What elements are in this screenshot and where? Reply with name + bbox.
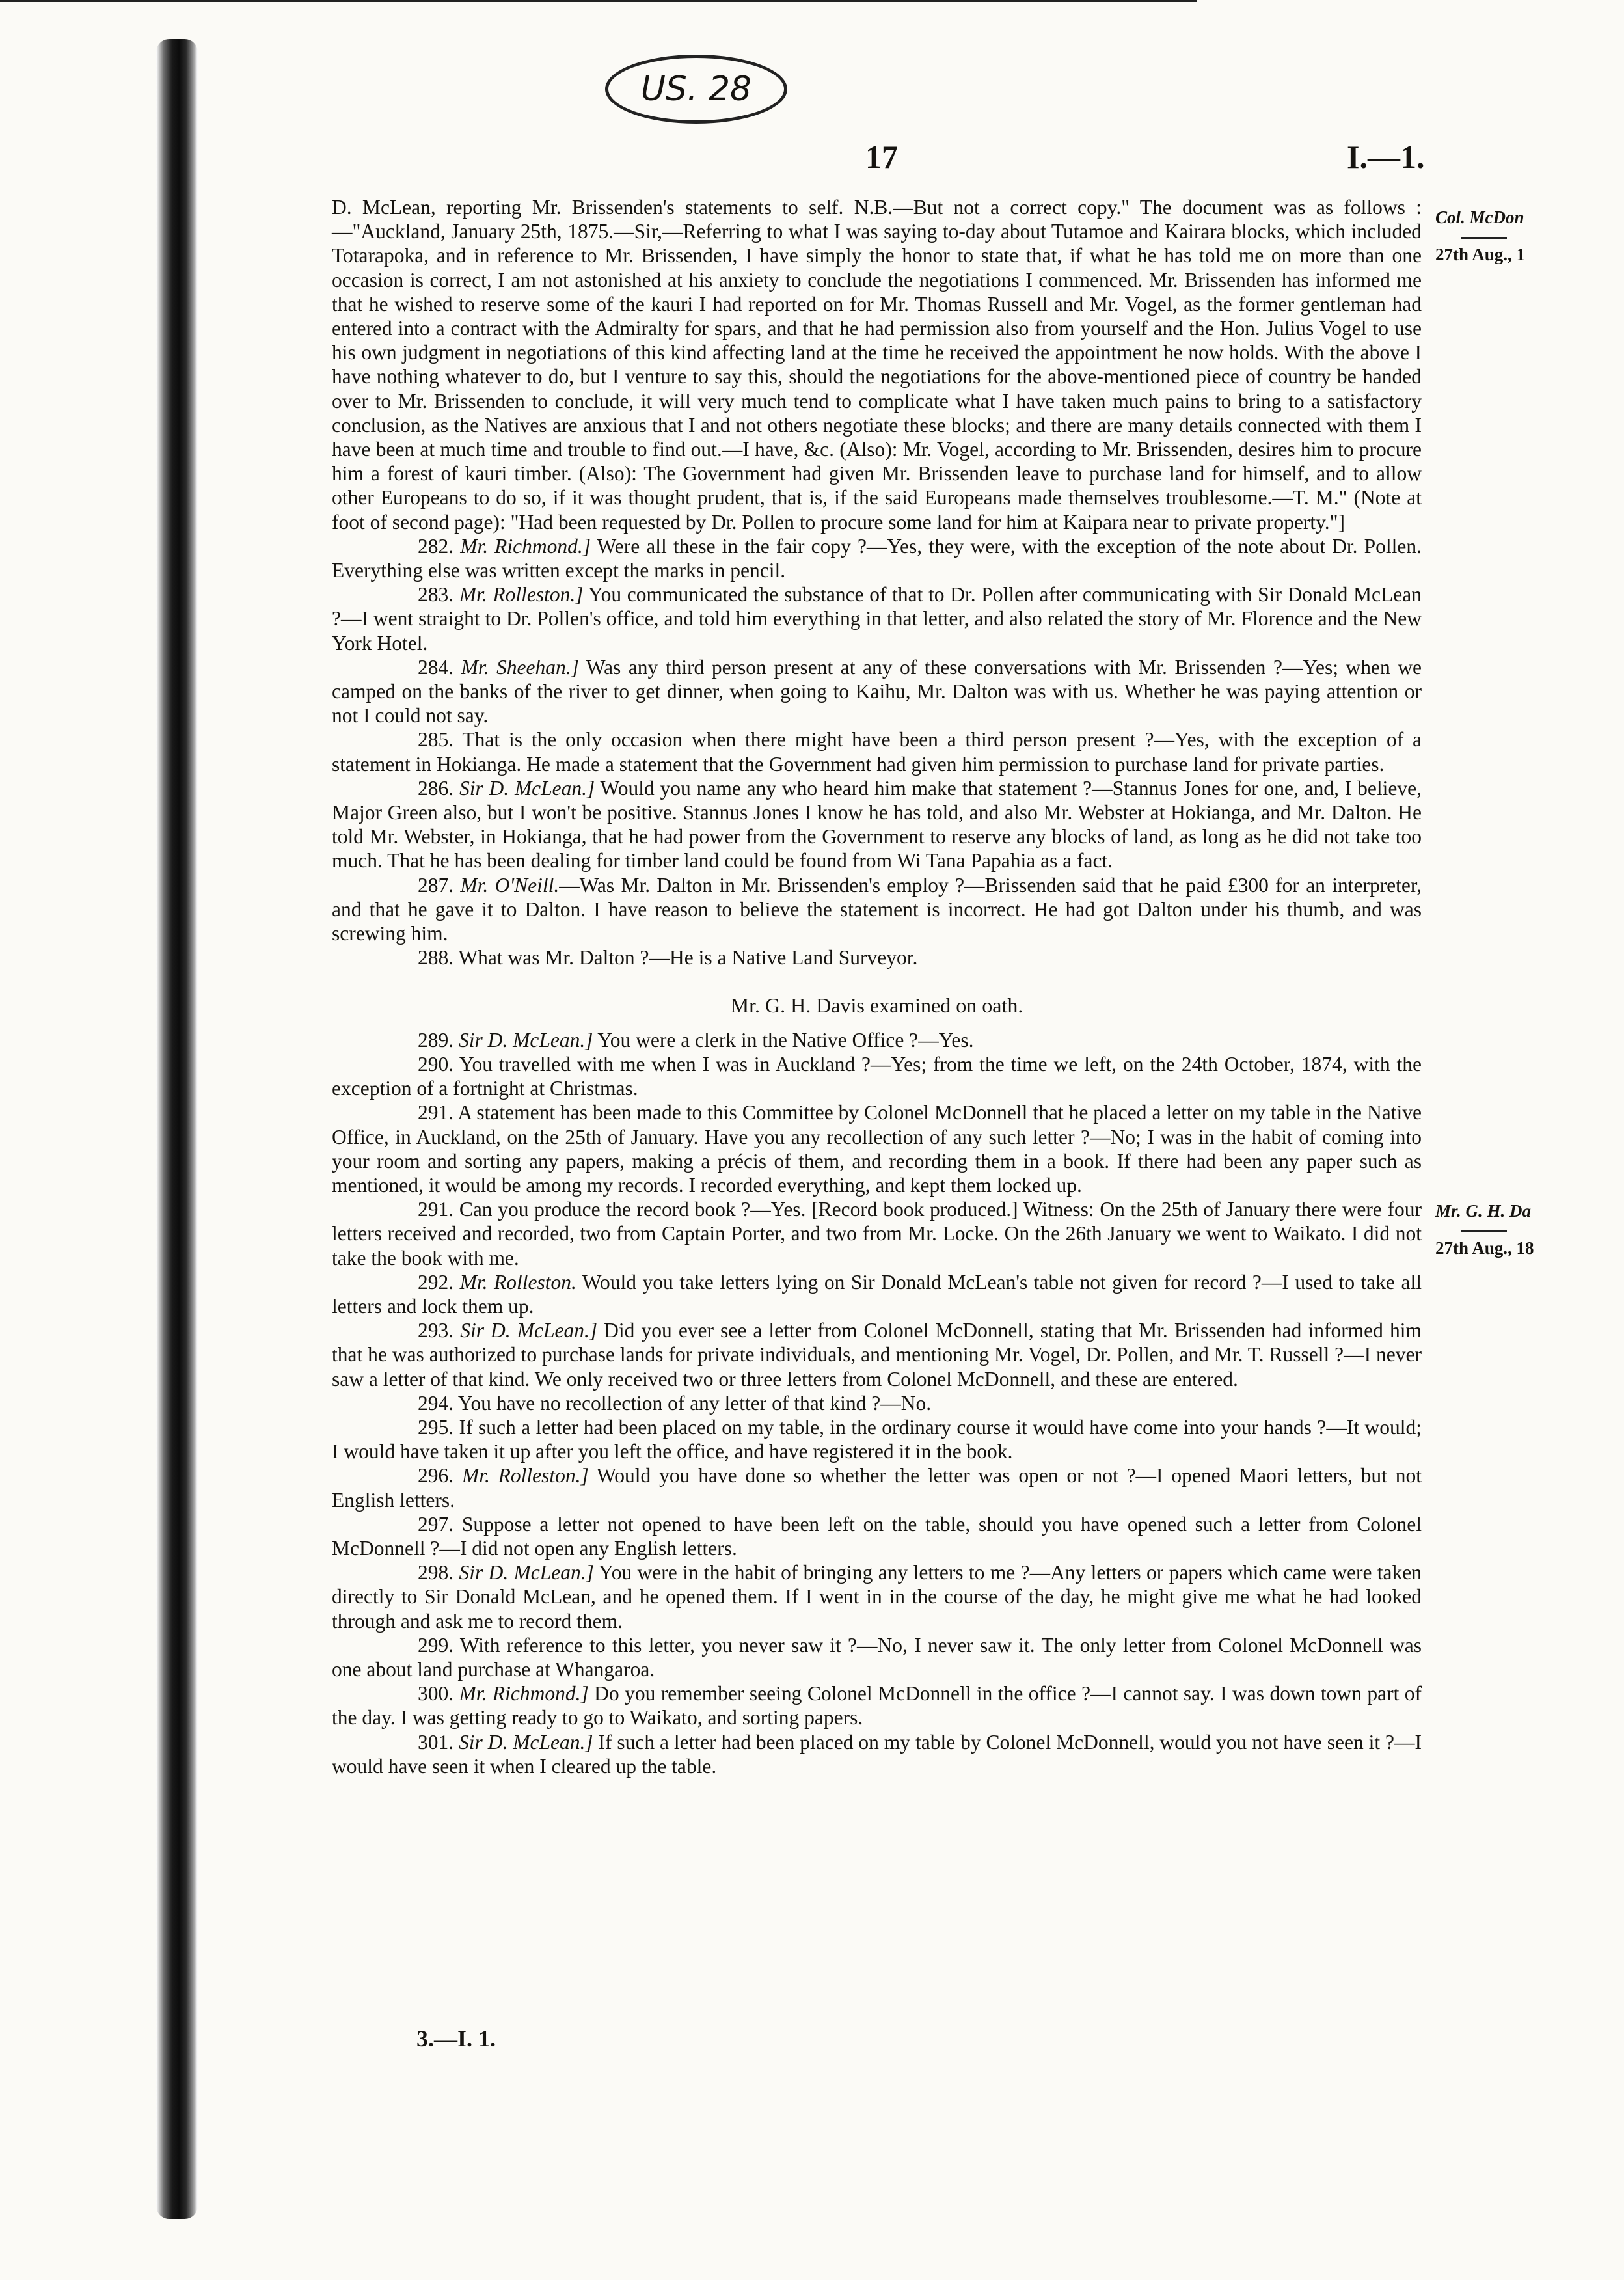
question-paragraph: [332, 582, 1422, 655]
testimony-text: Would you name any who heard him make that statement ?—Stannus Jones for one, and, I believe, Major Green also, but I won't be positive. Stannus Jones I know he has told, and also Mr. Webster at Hokianga, and Mr. Dalton. He told Mr. Webster, in Hokianga, that he had power from the Government to reserve any blocks of land, as long as he did not take too much. That he has been dealing for timber land could be found from Wi Tana Papahia as a fact.: [332, 776, 1422, 873]
question-paragraph: [332, 1560, 1422, 1633]
question-paragraph: [332, 776, 1422, 873]
question-paragraph: [332, 945, 1422, 970]
speaker-name: Mr. O'Neill.: [460, 873, 560, 897]
testimony-section-2: [332, 1028, 1422, 1778]
speaker-name: Sir D. McLean.]: [460, 1319, 598, 1342]
question-number: 300.: [418, 1682, 454, 1705]
testimony-text: With reference to this letter, you never saw it ?—No, I never saw it. The only letter from Colonel McDonnell was one about land purchase at Whangaroa.: [332, 1633, 1422, 1681]
margin-note-date: 27th Aug., 1: [1435, 245, 1526, 264]
testimony-text: Do you remember seeing Colonel McDonnell in the office ?—I cannot say. I was down town part of the day. I was getting ready to go to Waikato, and sorting papers.: [332, 1682, 1422, 1730]
question-number: 285.: [418, 728, 454, 752]
speaker-name: Sir D. McLean.]: [459, 776, 595, 800]
page-reference: I.—1.: [1347, 139, 1425, 175]
testimony-text: Did you ever see a letter from Colonel McDonnell, stating that Mr. Brissenden had informed him that he was authorized to purchase lands for private individuals, and mentioning Mr. Vogel, Dr. Pollen, and Mr. T. Russell ?—I never saw a letter of that kind. We only received two or three letters from Colonel McDonnell, and these are entered.: [332, 1319, 1422, 1391]
testimony-text: Would you have done so whether the letter was open or not ?—I opened Maori letters, but not English letters.: [332, 1464, 1422, 1512]
question-number: 297.: [418, 1512, 454, 1536]
speaker-name: Mr. Richmond.]: [459, 1682, 589, 1705]
margin-note-name: Col. McDon: [1435, 208, 1524, 227]
question-number: 298.: [418, 1561, 454, 1584]
testimony-text: You have no recollection of any letter of that kind ?—No.: [457, 1391, 932, 1415]
testimony-text: Was any third person present at any of these conversations with Mr. Brissenden ?—Yes; when we camped on the banks of the river to get dinner, when going to Kaihu, Mr. Dalton was with us. Whether he was paying attention or not I could not say.: [332, 655, 1422, 727]
question-paragraph: [332, 1730, 1422, 1778]
question-number: 294.: [418, 1391, 454, 1415]
question-paragraph: [332, 727, 1422, 776]
speaker-name: Mr. Rolleston.]: [459, 583, 584, 606]
testimony-text: If such a letter had been placed on my table by Colonel McDonnell, would you not have seen it ?—I would have seen it when I cleared up the table.: [332, 1730, 1422, 1778]
testimony-text: —Was Mr. Dalton in Mr. Brissenden's employ ?—Brissenden said that he paid £300 for an interpreter, and that he gave it to Dalton. I have reason to believe the statement is incorrect. He had got Dalton under his thumb, and was screwing him.: [332, 873, 1422, 945]
margin-note-name: Mr. G. H. Da: [1435, 1201, 1532, 1221]
speaker-name: Sir D. McLean.]: [459, 1730, 593, 1754]
document-body: [332, 195, 1422, 1778]
testimony-text: What was Mr. Dalton ?—He is a Native Land Surveyor.: [458, 946, 918, 970]
testimony-text: Would you take letters lying on Sir Donald McLean's table not given for record ?—I used to take all letters and lock them up.: [332, 1270, 1422, 1318]
testimony-text: You travelled with me when I was in Auckland ?—Yes; from the time we left, on the 24th October, 1874, with the exception of a fortnight at Christmas.: [332, 1052, 1422, 1100]
question-number: 288.: [418, 946, 454, 970]
question-paragraph: [332, 534, 1422, 582]
handwritten-reference: US. 28: [605, 55, 787, 124]
question-number: 287.: [418, 873, 454, 897]
testimony-text: If such a letter had been placed on my table, in the ordinary course it would have come into your hands ?—It would; I would have taken it up after you left the office, and have registered it in the book.: [332, 1415, 1422, 1463]
section-heading: Mr. G. H. Davis examined on oath.: [730, 993, 1023, 1017]
question-paragraph: [332, 1052, 1422, 1100]
question-paragraph: [332, 655, 1422, 728]
question-number: 283.: [418, 583, 454, 606]
question-paragraph: [332, 1681, 1422, 1730]
margin-note-rule: [1461, 1230, 1507, 1232]
footer-signature: 3.—I. 1.: [416, 2026, 496, 2052]
question-paragraph: [332, 1391, 1422, 1415]
speaker-name: Sir D. McLean.]: [459, 1561, 594, 1584]
question-paragraph: [332, 1197, 1422, 1270]
opening-paragraph: D. McLean, reporting Mr. Brissenden's statements to self. N.B.—But not a correct copy." The document was as follows :—"Auckland, January 25th, 1875.—Sir,—Referring to what I was saying to-day about Tutamoe and Kairara blocks, which included Totarapoka, and in reference to Mr. Brissenden, I have simply the honor to state that, if what he has told me on more than one occasion is correct, I am not astonished at his anxiety to conclude the negotiations I commenced. Mr. Brissenden has informed me that he wished to reserve some of the kauri I had reported on for Mr. Thomas Russell and Mr. Vogel, as the former gentleman had entered into a contract with the Admiralty for spars, and that he had permission also from yourself and the Hon. Julius Vogel to use his own judgment in negotiations of this kind affecting land at the time he received the appointment he now holds. With the above I have nothing whatever to do, but I venture to say this, should the negotiations for the above-mentioned piece of country be handed over to Mr. Brissenden to conclude, it will very much tend to complicate what I have taken much pains to bring to a satisfactory conclusion, as the Natives are anxious that I and not others negotiate these blocks; and there are many details connected with them I have been at much time and trouble to find out.—I have, &c. (Also): Mr. Vogel, according to Mr. Brissenden, desires him to procure him a forest of kauri timber. (Also): The Government had given Mr. Brissenden leave to purchase land for himself, and to allow other Europeans to do so, if it was thought prudent, that is, if the said Europeans made themselves troublesome.—T. M." (Note at foot of second page): "Had been requested by Dr. Pollen to procure some land for him at Kaipara near to private property."]: [332, 196, 1422, 534]
speaker-name: Sir D. McLean.]: [459, 1028, 593, 1052]
margin-note-mcdonnell: [1435, 207, 1624, 265]
question-number: 289.: [418, 1028, 454, 1052]
speaker-name: Mr. Sheehan.]: [461, 655, 579, 679]
question-number: 284.: [418, 655, 454, 679]
question-paragraph: [332, 1270, 1422, 1318]
testimony-text: Suppose a letter not opened to have been left on the table, should you have opened such a letter from Colonel McDonnell ?—I did not open any English letters.: [332, 1512, 1422, 1560]
question-paragraph: [332, 1415, 1422, 1463]
testimony-text: You were a clerk in the Native Office ?—Yes.: [593, 1028, 974, 1052]
speaker-name: Mr. Richmond.]: [460, 534, 591, 558]
testimony-text: Were all these in the fair copy ?—Yes, they were, with the exception of the note about Dr. Pollen. Everything else was written except the marks in pencil.: [332, 534, 1422, 582]
question-number: 292.: [418, 1270, 454, 1294]
question-number: 295.: [418, 1415, 454, 1439]
question-number: 293.: [418, 1319, 454, 1342]
testimony-text: You communicated the substance of that to Dr. Pollen after communicating with Sir Donald McLean ?—I went straight to Dr. Pollen's office, and told him everything in that letter, and also related the story of Mr. Florence and the New York Hotel.: [332, 583, 1422, 655]
question-paragraph: [332, 1512, 1422, 1560]
testimony-text: A statement has been made to this Committee by Colonel McDonnell that he placed a letter on my table in the Native Office, in Auckland, on the 25th of January. Have you any recollection of any such letter ?—No; I was in the habit of coming into your room and sorting any papers, making a précis of them, and recording them in a book. If there had been any paper such as mentioned, it would be among my records. I recorded everything, and kept them locked up.: [332, 1101, 1422, 1197]
question-number: 299.: [418, 1633, 454, 1657]
question-number: 301.: [418, 1730, 454, 1754]
binding-edge: [156, 39, 198, 2219]
question-paragraph: [332, 1633, 1422, 1681]
speaker-name: Mr. Rolleston.]: [461, 1464, 589, 1487]
margin-note-rule: [1461, 237, 1507, 239]
testimony-text: You were in the habit of bringing any letters to me ?—Any letters or papers which came were taken directly to Sir Donald McLean, and he opened them. If I went in in the course of the day, he might give me what he had looked through and ask me to record them.: [332, 1561, 1422, 1633]
question-number: 290.: [418, 1052, 454, 1076]
question-number: 282.: [418, 534, 454, 558]
question-number: 296.: [418, 1464, 454, 1487]
page-number: 17: [865, 139, 898, 175]
question-number: 291.: [418, 1198, 454, 1221]
speaker-name: Mr. Rolleston.: [459, 1270, 576, 1294]
question-number: 291.: [418, 1101, 454, 1124]
question-paragraph: [332, 1028, 1422, 1052]
margin-note-davis: [1435, 1201, 1624, 1258]
question-paragraph: [332, 1463, 1422, 1512]
margin-note-date: 27th Aug., 18: [1435, 1238, 1534, 1258]
question-paragraph: [332, 1318, 1422, 1391]
testimony-text: Can you produce the record book ?—Yes. [Record book produced.] Witness: On the 25th of January there were four letters received and recorded, two from Captain Porter, and two from Mr. Locke. On the 26th January we went to Waikato. I did not take the book with me.: [332, 1198, 1422, 1269]
testimony-section-1: [332, 534, 1422, 970]
testimony-text: That is the only occasion when there might have been a third person present ?—Yes, with the exception of a statement in Hokianga. He made a statement that the Government had given him permission to purchase land for private parties.: [332, 728, 1422, 776]
question-paragraph: [332, 1100, 1422, 1197]
question-paragraph: [332, 873, 1422, 946]
question-number: 286.: [418, 776, 454, 800]
top-rule: [0, 0, 1197, 2]
